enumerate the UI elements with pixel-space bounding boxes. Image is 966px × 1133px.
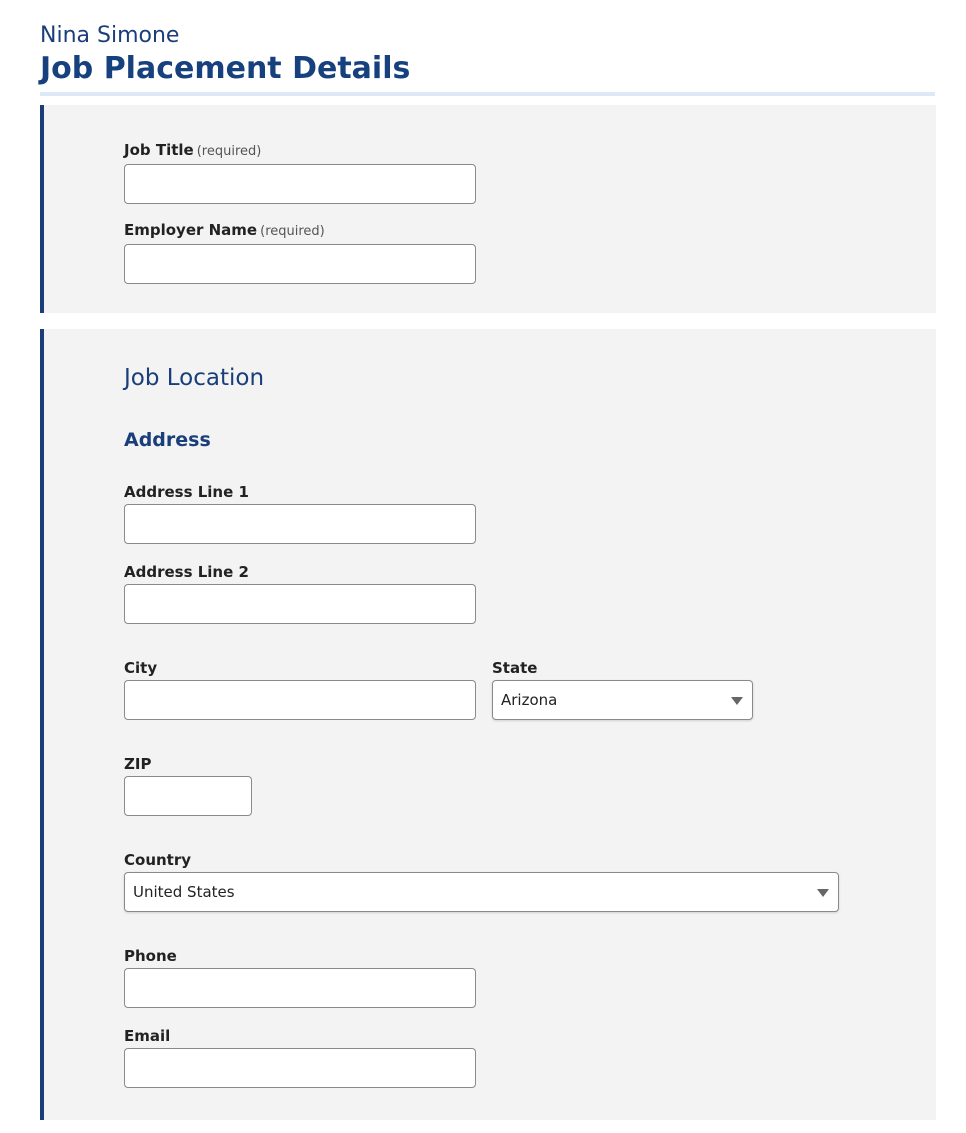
state-selected-value: Arizona <box>501 691 558 709</box>
page-title: Job Placement Details <box>40 51 411 86</box>
job-title-input[interactable] <box>124 164 476 204</box>
country-select[interactable] <box>124 872 839 912</box>
job-title-label <box>124 140 476 162</box>
phone-input[interactable] <box>124 968 476 1008</box>
job-location-heading: Job Location <box>124 365 265 391</box>
state-field <box>492 658 753 720</box>
header-divider <box>40 92 935 96</box>
employer-name-required-note: (required) <box>260 224 325 239</box>
country-field <box>124 850 839 912</box>
job-title-label-text: Job Title <box>124 141 194 159</box>
city-input[interactable] <box>124 680 476 720</box>
country-selected-value: United States <box>133 883 235 901</box>
job-details-panel <box>40 105 936 313</box>
chevron-down-icon <box>817 889 829 897</box>
address-line-2-field <box>124 562 476 624</box>
employer-name-input[interactable] <box>124 244 476 284</box>
chevron-down-icon <box>731 697 743 705</box>
job-title-field <box>124 140 476 204</box>
zip-input[interactable] <box>124 776 252 816</box>
address-heading: Address <box>124 429 211 451</box>
state-select[interactable] <box>492 680 753 720</box>
email-field <box>124 1026 476 1088</box>
employer-name-label <box>124 220 476 242</box>
person-name: Nina Simone <box>40 23 180 48</box>
country-label: Country <box>124 851 192 869</box>
phone-label: Phone <box>124 947 177 965</box>
job-title-required-note: (required) <box>196 144 262 159</box>
zip-field <box>124 754 252 816</box>
address-line-1-label: Address Line 1 <box>124 483 249 501</box>
email-input[interactable] <box>124 1048 476 1088</box>
city-label: City <box>124 659 158 677</box>
phone-field <box>124 946 476 1008</box>
state-label: State <box>492 659 538 677</box>
employer-name-field <box>124 220 476 284</box>
address-line-1-input[interactable] <box>124 504 476 544</box>
city-field <box>124 658 476 720</box>
page-header <box>40 22 935 88</box>
address-line-2-input[interactable] <box>124 584 476 624</box>
employer-name-label-text: Employer Name <box>124 221 258 239</box>
address-line-1-field <box>124 482 476 544</box>
zip-label: ZIP <box>124 755 152 773</box>
address-line-2-label: Address Line 2 <box>124 563 249 581</box>
job-location-panel <box>40 329 936 1120</box>
email-label: Email <box>124 1027 171 1045</box>
